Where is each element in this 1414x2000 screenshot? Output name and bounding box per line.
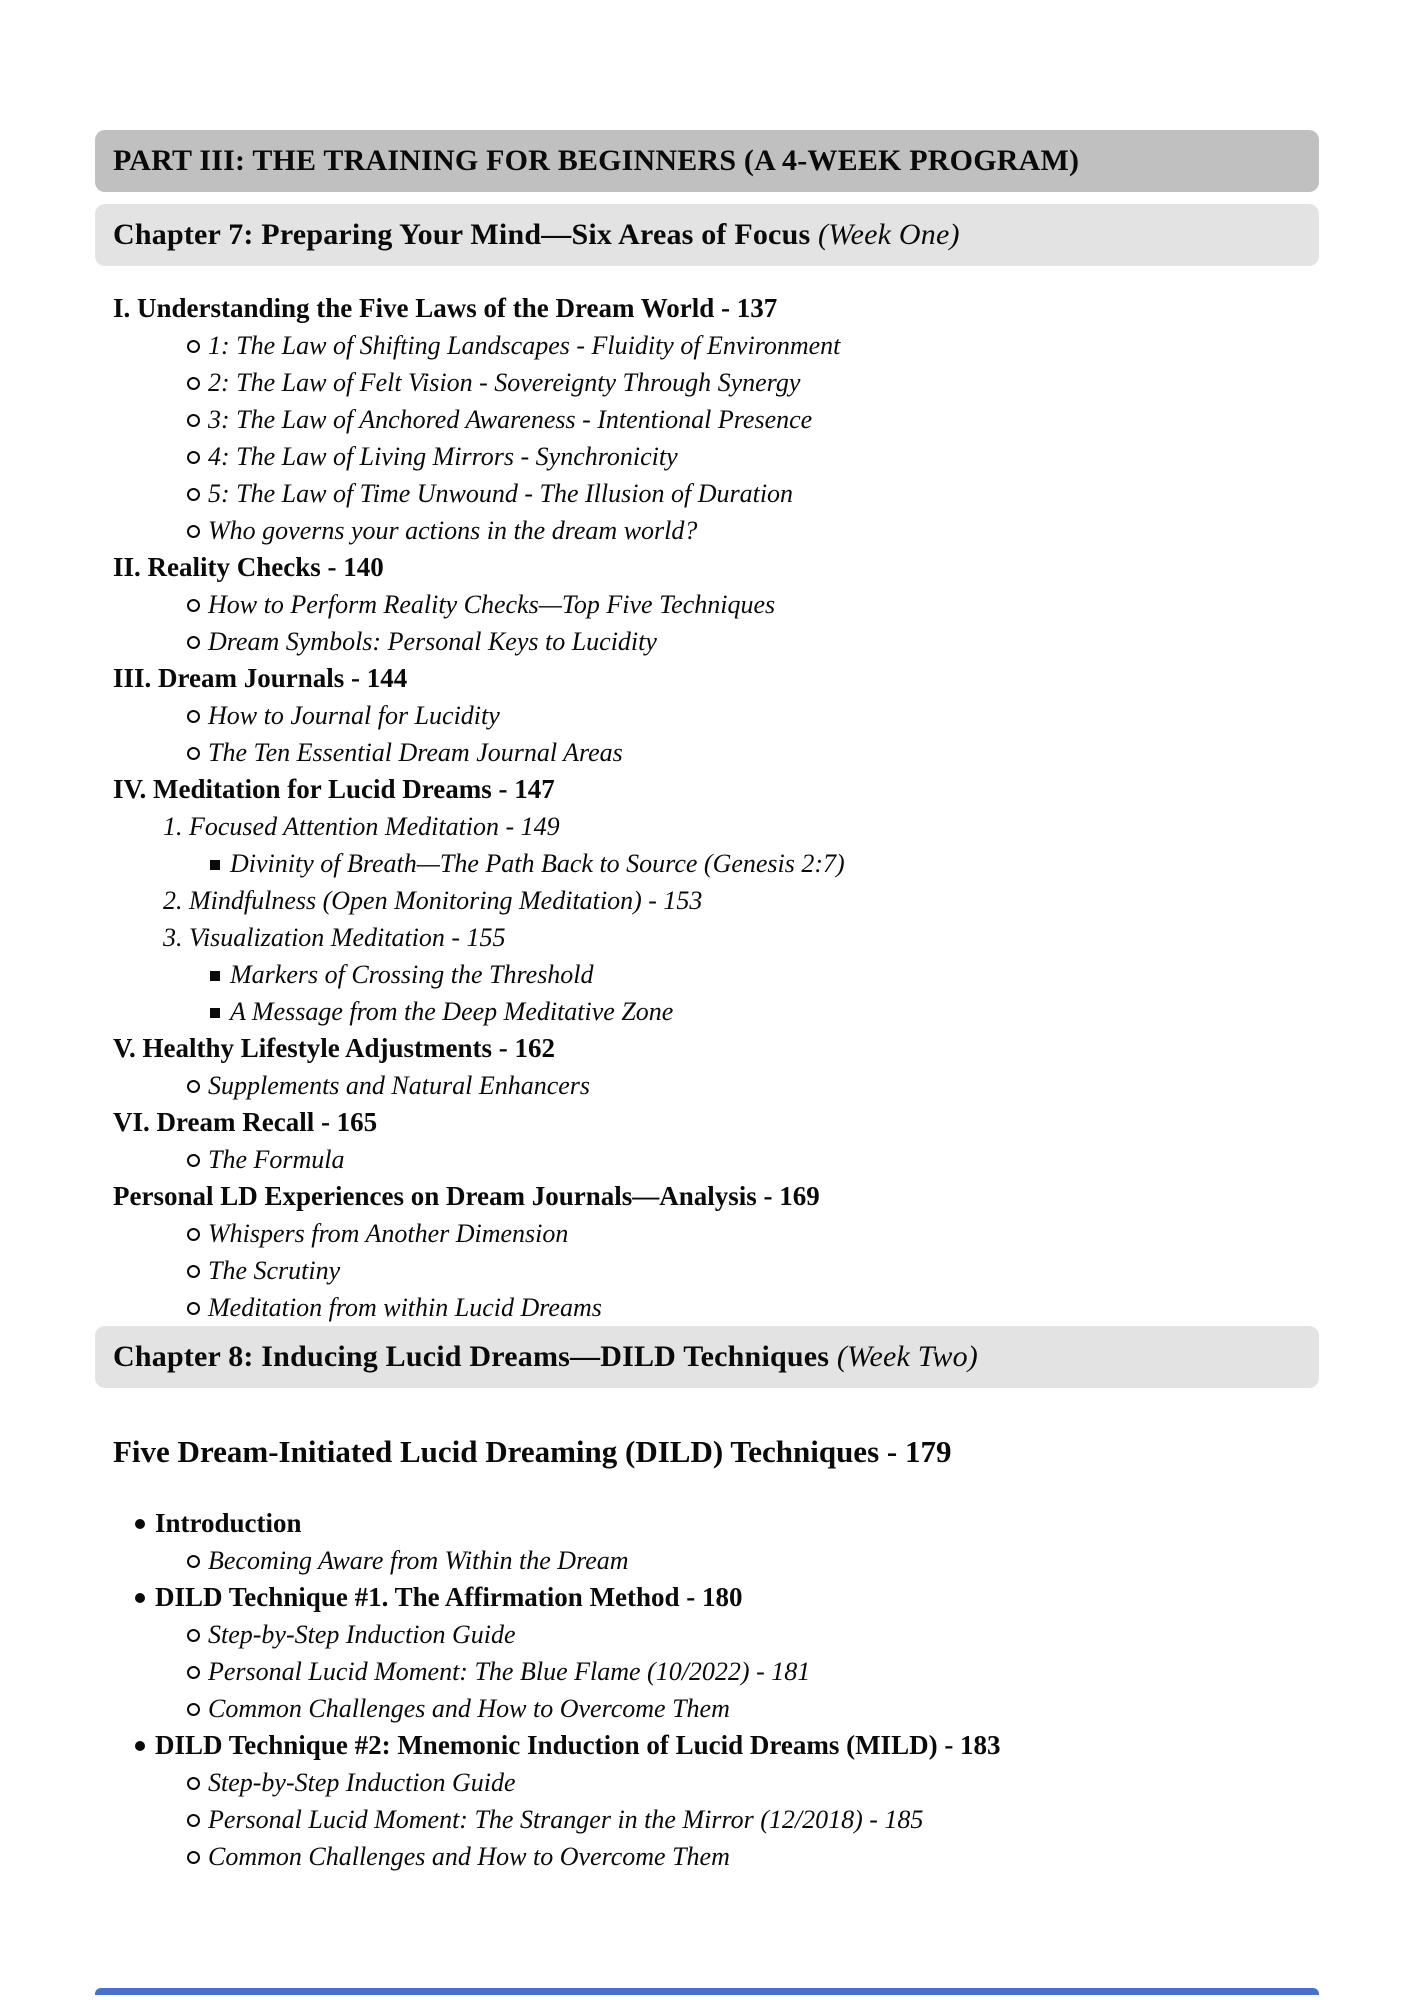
circle-bullet-icon (187, 525, 200, 538)
toc-entry-label: IV. Meditation for Lucid Dreams - 147 (113, 774, 555, 804)
toc-entry-label: Supplements and Natural Enhancers (208, 1071, 591, 1100)
toc-entry (113, 771, 1354, 808)
toc-entry (113, 1690, 1354, 1727)
chapter8-header-bar (95, 1326, 1319, 1388)
toc-entry-label: Common Challenges and How to Overcome Them (208, 1694, 730, 1723)
chapter8-title: Chapter 8: Inducing Lucid Dreams—DILD Techniques (113, 1340, 830, 1373)
chapter8-week-label: (Week Two) (829, 1340, 978, 1373)
toc-entry-label: 3: The Law of Anchored Awareness - Intentional Presence (208, 405, 813, 434)
toc-entry (113, 364, 1354, 401)
toc-entry-label: How to Perform Reality Checks—Top Five Techniques (208, 590, 776, 619)
circle-bullet-icon (187, 488, 200, 501)
toc-entry-label: Divinity of Breath—The Path Back to Source (Genesis 2:7) (230, 849, 845, 878)
toc-entry-label: DILD Technique #1. The Affirmation Method - 180 (155, 1582, 743, 1612)
toc-entry-label: III. Dream Journals - 144 (113, 663, 408, 693)
toc-entry-label: Step-by-Step Induction Guide (208, 1620, 516, 1649)
circle-bullet-icon (187, 451, 200, 464)
square-bullet-icon (210, 1008, 220, 1018)
bottom-divider-line (95, 1988, 1319, 1995)
chapter7-title: Chapter 7: Preparing Your Mind—Six Areas of Focus (113, 218, 811, 251)
square-bullet-icon (210, 971, 220, 981)
circle-bullet-icon (187, 1851, 200, 1864)
toc-entry (113, 882, 1354, 919)
chapter7-week-label: (Week One) (810, 218, 960, 251)
toc-entry (113, 1067, 1354, 1104)
toc-entry-label: The Ten Essential Dream Journal Areas (208, 738, 623, 767)
toc-entry (113, 919, 1354, 956)
circle-bullet-icon (187, 1703, 200, 1716)
circle-bullet-icon (187, 636, 200, 649)
circle-bullet-icon (187, 710, 200, 723)
toc-entry (113, 1838, 1354, 1875)
circle-bullet-icon (187, 1666, 200, 1679)
toc-entry (113, 1653, 1354, 1690)
toc-entry-label: Meditation from within Lucid Dreams (208, 1293, 602, 1322)
toc-entry (113, 327, 1354, 364)
toc-entry (113, 1289, 1354, 1326)
toc-entry (113, 1215, 1354, 1252)
toc-entry (113, 845, 1354, 882)
chapter7-header-bar (95, 204, 1319, 266)
circle-bullet-icon (187, 1154, 200, 1167)
toc-entry (113, 586, 1354, 623)
toc-entry (113, 475, 1354, 512)
toc-entry-label: The Formula (208, 1145, 345, 1174)
toc-entry (113, 623, 1354, 660)
circle-bullet-icon (187, 747, 200, 760)
toc-entry (113, 1104, 1354, 1141)
toc-entry (113, 438, 1354, 475)
circle-bullet-icon (187, 1629, 200, 1642)
toc-entry-label: 1. Focused Attention Meditation - 149 (163, 812, 560, 841)
circle-bullet-icon (187, 1265, 200, 1278)
toc-entry-label: A Message from the Deep Meditative Zone (230, 997, 674, 1026)
circle-bullet-icon (187, 340, 200, 353)
disc-bullet-icon (135, 1741, 145, 1751)
toc-entry (113, 512, 1354, 549)
part-header-label: PART III: THE TRAINING FOR BEGINNERS (A 4-WEEK PROGRAM) (113, 144, 1080, 177)
square-bullet-icon (210, 860, 220, 870)
toc-entry-label: 4: The Law of Living Mirrors - Synchronicity (208, 442, 678, 471)
toc-entry-label: Personal Lucid Moment: The Stranger in the Mirror (12/2018) - 185 (208, 1805, 924, 1834)
toc-entry (113, 808, 1354, 845)
toc-entry (113, 734, 1354, 771)
toc-entry-label: 3. Visualization Meditation - 155 (163, 923, 506, 952)
toc-entry-label: 2. Mindfulness (Open Monitoring Meditation) - 153 (163, 886, 703, 915)
toc-entry (113, 956, 1354, 993)
toc-entry (113, 1030, 1354, 1067)
chapter7-toc-list (113, 290, 1354, 1326)
toc-entry (113, 660, 1354, 697)
circle-bullet-icon (187, 1777, 200, 1790)
toc-entry (113, 1505, 1354, 1542)
toc-entry (113, 1178, 1354, 1215)
toc-entry (113, 1141, 1354, 1178)
toc-entry-label: DILD Technique #2: Mnemonic Induction of Lucid Dreams (MILD) - 183 (155, 1730, 1001, 1760)
disc-bullet-icon (135, 1593, 145, 1603)
toc-entry-label: Personal Lucid Moment: The Blue Flame (10/2022) - 181 (208, 1657, 811, 1686)
part-header-bar (95, 130, 1319, 192)
toc-entry-label: How to Journal for Lucidity (208, 701, 500, 730)
toc-entry-label: V. Healthy Lifestyle Adjustments - 162 (113, 1033, 555, 1063)
circle-bullet-icon (187, 1555, 200, 1568)
toc-entry-label: Introduction (155, 1508, 302, 1538)
toc-entry-label: Common Challenges and How to Overcome Them (208, 1842, 730, 1871)
toc-entry-label: Whispers from Another Dimension (208, 1219, 569, 1248)
toc-entry-label: 5: The Law of Time Unwound - The Illusion of Duration (208, 479, 794, 508)
circle-bullet-icon (187, 1228, 200, 1241)
toc-entry (113, 401, 1354, 438)
circle-bullet-icon (187, 1814, 200, 1827)
disc-bullet-icon (135, 1519, 145, 1529)
circle-bullet-icon (187, 599, 200, 612)
toc-entry (113, 549, 1354, 586)
toc-entry (113, 1616, 1354, 1653)
toc-entry-label: Dream Symbols: Personal Keys to Lucidity (208, 627, 657, 656)
toc-entry-label: The Scrutiny (208, 1256, 341, 1285)
toc-entry-label: Markers of Crossing the Threshold (230, 960, 594, 989)
circle-bullet-icon (187, 1080, 200, 1093)
toc-entry-label: 1: The Law of Shifting Landscapes - Fluidity of Environment (208, 331, 841, 360)
toc-entry (113, 1801, 1354, 1838)
toc-entry (113, 1252, 1354, 1289)
toc-entry (113, 1727, 1354, 1764)
toc-entry-label: VI. Dream Recall - 165 (113, 1107, 378, 1137)
circle-bullet-icon (187, 377, 200, 390)
toc-entry (113, 993, 1354, 1030)
toc-entry-label: 2: The Law of Felt Vision - Sovereignty Through Synergy (208, 368, 801, 397)
toc-entry-label: Personal LD Experiences on Dream Journals—Analysis - 169 (113, 1181, 820, 1211)
toc-entry (113, 1542, 1354, 1579)
toc-entry-label: Who governs your actions in the dream world? (208, 516, 698, 545)
dild-section-heading: Five Dream-Initiated Lucid Dreaming (DILD) Techniques - 179 (113, 1434, 952, 1469)
circle-bullet-icon (187, 414, 200, 427)
toc-entry-label: Step-by-Step Induction Guide (208, 1768, 516, 1797)
toc-entry (113, 1764, 1354, 1801)
circle-bullet-icon (187, 1302, 200, 1315)
toc-entry (113, 290, 1354, 327)
toc-entry (113, 1579, 1354, 1616)
toc-entry (113, 697, 1354, 734)
toc-entry-label: Becoming Aware from Within the Dream (208, 1546, 629, 1575)
toc-entry-label: II. Reality Checks - 140 (113, 552, 384, 582)
toc-entry-label: I. Understanding the Five Laws of the Dream World - 137 (113, 293, 778, 323)
chapter8-toc-list (113, 1505, 1354, 1875)
